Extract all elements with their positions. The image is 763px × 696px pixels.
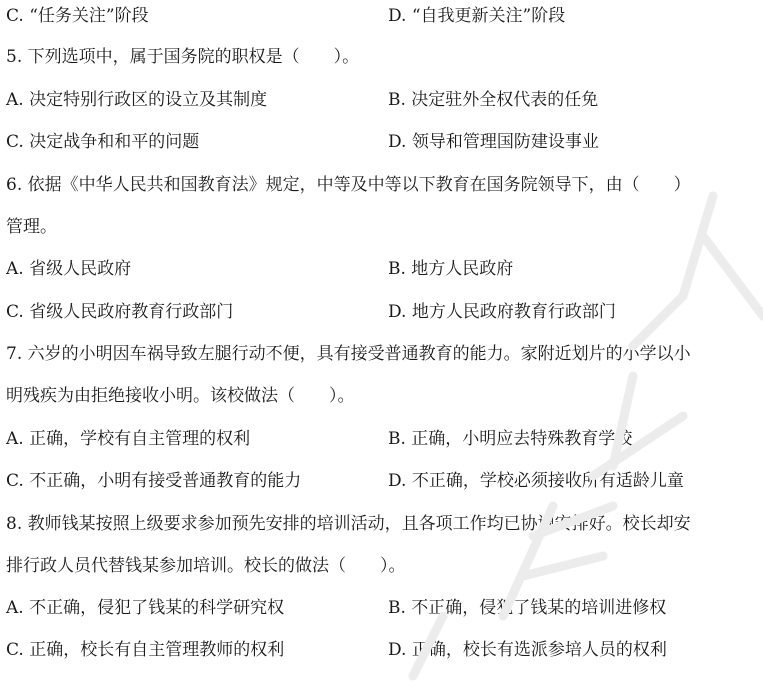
option-c: C. 省级人民政府教育行政部门 <box>6 302 234 322</box>
option-b: B. 不正确，侵犯了钱某的培训进修权 <box>388 598 667 618</box>
option-d: D. 不正确，学校必须接收所有适龄儿童 <box>388 471 684 491</box>
option-c: C. “任务关注”阶段 <box>6 6 149 26</box>
option-d: D. 地方人民政府教育行政部门 <box>388 302 616 322</box>
option-row <box>6 86 757 114</box>
option-b: B. 决定驻外全权代表的任免 <box>388 90 599 110</box>
option-b: B. 地方人民政府 <box>388 259 514 279</box>
question-8-stem: 8. 教师钱某按照上级要求参加预先安排的培训活动，且各项工作均已协调安排好。校长却安 <box>6 514 691 534</box>
option-c: C. 决定战争和和平的问题 <box>6 132 200 152</box>
option-row <box>6 255 757 283</box>
option-a: A. 决定特别行政区的设立及其制度 <box>6 90 268 110</box>
option-row <box>6 128 757 156</box>
question-7-stem-cont: 明残疾为由拒绝接收小明。该校做法（ ）。 <box>6 386 355 406</box>
option-c: C. 不正确，小明有接受普通教育的能力 <box>6 471 302 491</box>
question-8-stem-cont: 排行政人员代替钱某参加培训。校长的做法（ ）。 <box>6 556 406 576</box>
option-row <box>6 636 757 664</box>
question-7-stem: 7. 六岁的小明因车祸导致左腿行动不便，具有接受普通教育的能力。家附近划片的小学以小 <box>6 344 691 364</box>
option-d: D. “自我更新关注”阶段 <box>388 6 566 26</box>
option-a: A. 正确，学校有自主管理的权利 <box>6 429 251 449</box>
option-row <box>6 467 757 495</box>
option-row <box>6 2 757 30</box>
option-row <box>6 298 757 326</box>
option-c: C. 正确，校长有自主管理教师的权利 <box>6 640 285 660</box>
option-b: B. 正确，小明应去特殊教育学校 <box>388 429 633 449</box>
question-5-stem: 5. 下列选项中，属于国务院的职权是（ ）。 <box>6 47 360 67</box>
option-row <box>6 594 757 622</box>
option-a: A. 省级人民政府 <box>6 259 132 279</box>
option-a: A. 不正确，侵犯了钱某的科学研究权 <box>6 598 285 618</box>
option-d: D. 正确，校长有选派参培人员的权利 <box>388 640 667 660</box>
question-6-stem-cont: 管理。 <box>6 217 57 237</box>
question-6-stem: 6. 依据《中华人民共和国教育法》规定，中等及中等以下教育在国务院领导下，由（ ） <box>6 175 691 195</box>
option-d: D. 领导和管理国防建设事业 <box>388 132 599 152</box>
option-row <box>6 425 757 453</box>
